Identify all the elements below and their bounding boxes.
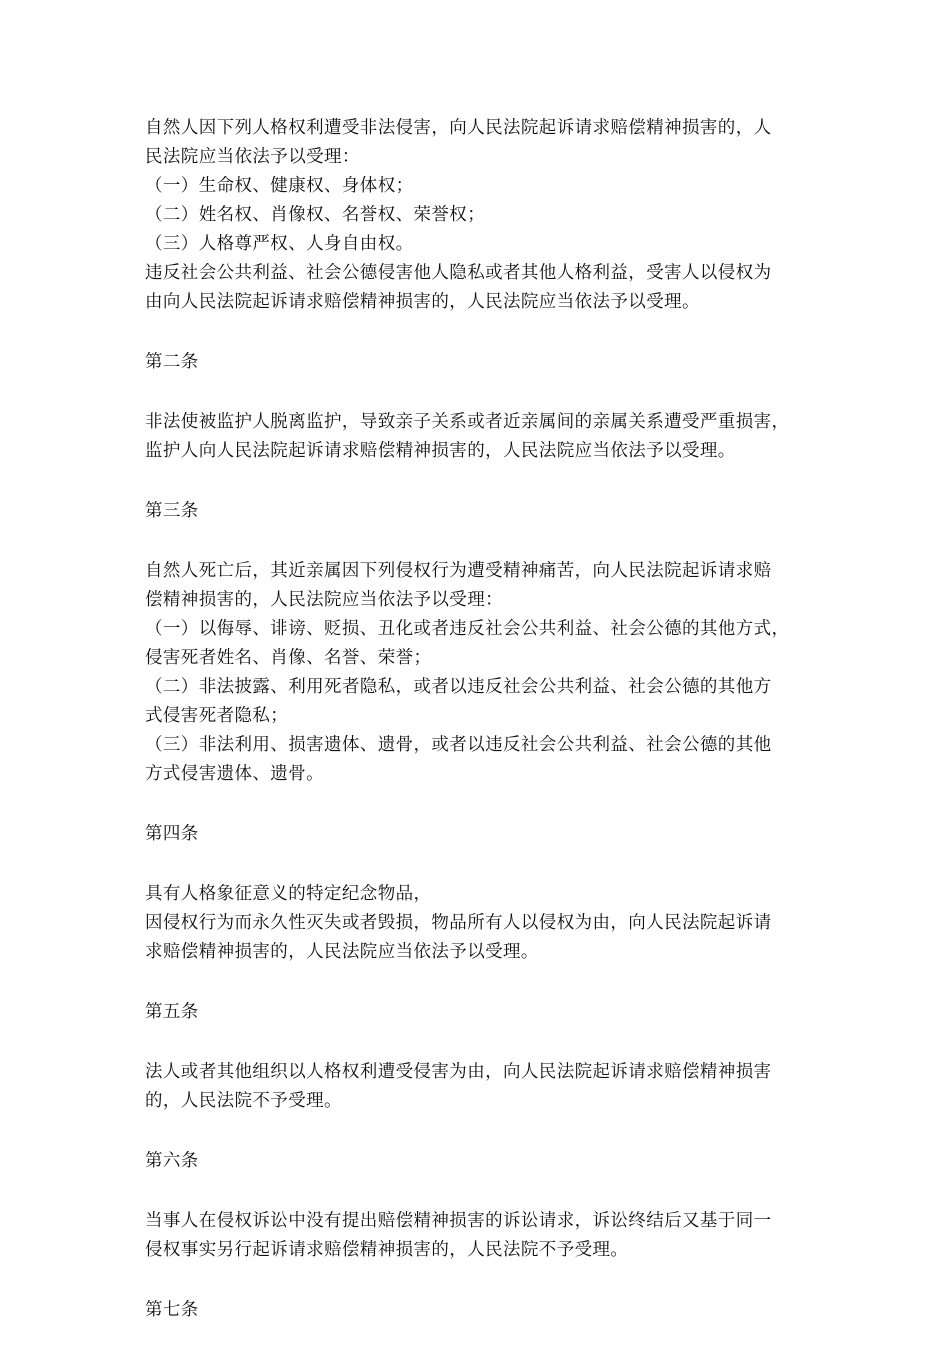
article-2-body xyxy=(145,408,815,466)
list-item: （三）非法利用、损害遗体、遗骨，或者以违反社会公共利益、社会公德的其他 xyxy=(145,735,772,755)
paragraph-line: 具有人格象征意义的特定纪念物品， xyxy=(145,884,432,904)
article-6-body xyxy=(145,1207,815,1265)
article-1-body xyxy=(145,114,815,317)
list-item: 式侵害死者隐私； xyxy=(145,706,289,726)
list-item: 侵害死者姓名、肖像、名誉、荣誉； xyxy=(145,648,432,668)
paragraph-line: 由向人民法院起诉请求赔偿精神损害的，人民法院应当依法予以受理。 xyxy=(145,292,700,312)
paragraph-line: 自然人死亡后，其近亲属因下列侵权行为遭受精神痛苦，向人民法院起诉请求赔 xyxy=(145,561,772,581)
paragraph-line: 监护人向人民法院起诉请求赔偿精神损害的，人民法院应当依法予以受理。 xyxy=(145,441,736,461)
article-heading: 第四条 xyxy=(145,824,199,844)
article-heading: 第五条 xyxy=(145,1002,199,1022)
article-heading: 第七条 xyxy=(145,1300,199,1320)
paragraph-line: 侵权事实另行起诉请求赔偿精神损害的，人民法院不予受理。 xyxy=(145,1240,629,1260)
article-4-body xyxy=(145,880,815,967)
document-body xyxy=(145,114,815,1356)
paragraph-line: 偿精神损害的，人民法院应当依法予以受理： xyxy=(145,590,503,610)
paragraph-line: 法人或者其他组织以人格权利遭受侵害为由，向人民法院起诉请求赔偿精神损害 xyxy=(145,1062,772,1082)
paragraph-line: 求赔偿精神损害的，人民法院应当依法予以受理。 xyxy=(145,942,539,962)
paragraph-line: 非法使被监护人脱离监护，导致亲子关系或者近亲属间的亲属关系遭受严重损害， xyxy=(145,412,790,432)
list-item: （二）姓名权、肖像权、名誉权、荣誉权； xyxy=(145,205,486,225)
paragraph-line: 民法院应当依法予以受理： xyxy=(145,147,360,167)
list-item: 方式侵害遗体、遗骨。 xyxy=(145,764,324,784)
article-5-body xyxy=(145,1058,815,1116)
article-heading: 第六条 xyxy=(145,1151,199,1171)
paragraph-line: 自然人因下列人格权利遭受非法侵害，向人民法院起诉请求赔偿精神损害的，人 xyxy=(145,118,772,138)
list-item: （二）非法披露、利用死者隐私，或者以违反社会公共利益、社会公德的其他方 xyxy=(145,677,772,697)
paragraph-line: 违反社会公共利益、社会公德侵害他人隐私或者其他人格利益，受害人以侵权为 xyxy=(145,263,772,283)
article-heading: 第三条 xyxy=(145,501,199,521)
list-item: （三）人格尊严权、人身自由权。 xyxy=(145,234,414,254)
paragraph-line: 当事人在侵权诉讼中没有提出赔偿精神损害的诉讼请求，诉讼终结后又基于同一 xyxy=(145,1211,772,1231)
article-3-body xyxy=(145,557,815,789)
list-item: （一）生命权、健康权、身体权； xyxy=(145,176,414,196)
article-heading: 第二条 xyxy=(145,352,199,372)
list-item: （一）以侮辱、诽谤、贬损、丑化或者违反社会公共利益、社会公德的其他方式， xyxy=(145,619,790,639)
paragraph-line: 因侵权行为而永久性灭失或者毁损，物品所有人以侵权为由，向人民法院起诉请 xyxy=(145,913,772,933)
paragraph-line: 的，人民法院不予受理。 xyxy=(145,1091,342,1111)
